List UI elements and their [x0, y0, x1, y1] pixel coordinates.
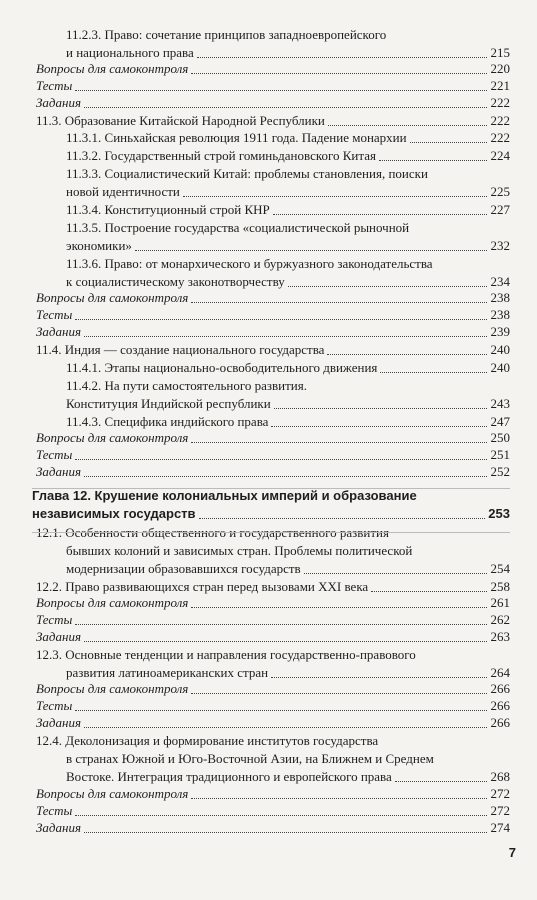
page-number: 7	[508, 845, 516, 860]
toc-entry	[0, 750, 537, 768]
dot-leader	[191, 302, 487, 303]
toc-entry-title: 12.3. Основные тенденции и направления государственно-правового	[36, 647, 416, 662]
dot-leader	[271, 426, 487, 427]
toc-entry-title: экономики»	[66, 238, 132, 253]
toc-entry-title: и национального права	[66, 45, 194, 60]
toc-entry-title: 11.4. Индия — создание национального государства	[36, 342, 325, 357]
dot-leader	[84, 336, 487, 337]
dot-leader	[75, 710, 487, 711]
toc-entry-title: новой идентичности	[66, 184, 180, 199]
toc-entry	[0, 819, 537, 837]
toc-entry-page: 232	[490, 238, 510, 253]
dot-leader	[191, 73, 487, 74]
toc-entry-title: Тесты	[36, 698, 73, 713]
dot-leader	[274, 408, 487, 409]
toc-entry	[0, 201, 537, 219]
toc-entry-page: 238	[490, 290, 510, 305]
dot-leader	[191, 607, 487, 608]
dot-leader	[75, 90, 487, 91]
dot-leader	[183, 196, 487, 197]
dot-leader	[84, 727, 487, 728]
toc-entry	[0, 628, 537, 646]
toc-entry-title: Задания	[36, 820, 82, 835]
toc-entry	[0, 785, 537, 803]
toc-entry-title: Задания	[36, 324, 82, 339]
dot-leader	[191, 693, 487, 694]
toc-entry-page: 224	[490, 148, 510, 163]
toc-entry-title: Задания	[36, 464, 82, 479]
toc-entry	[0, 463, 537, 481]
toc-entry-title: Конституция Индийской республики	[66, 396, 271, 411]
toc-entry	[0, 680, 537, 698]
toc-entry-page: 251	[490, 447, 510, 462]
dot-leader	[395, 781, 487, 782]
toc-entry-page: 222	[490, 130, 510, 145]
toc-entry-title: 11.3.1. Синьхайская революция 1911 года. Падение монархии	[66, 130, 407, 145]
dot-leader	[410, 142, 487, 143]
toc-entry	[0, 542, 537, 560]
toc-entry	[0, 147, 537, 165]
toc-entry-page: 240	[490, 360, 510, 375]
toc-entry-page: 272	[490, 803, 510, 818]
toc-entry	[0, 289, 537, 307]
toc-entry	[0, 446, 537, 464]
toc-entry	[0, 341, 537, 359]
toc-entry-title: 12.4. Деколонизация и формирование институтов государства	[36, 733, 379, 748]
toc-entry	[0, 732, 537, 750]
dot-leader	[379, 160, 487, 161]
toc-entry-page: 274	[490, 820, 510, 835]
toc-entry	[0, 524, 537, 542]
toc-entry-title: Востоке. Интеграция традиционного и европейского права	[66, 769, 392, 784]
toc-entry	[0, 714, 537, 732]
toc-entry-page: 254	[490, 561, 510, 576]
dot-leader	[380, 372, 487, 373]
dot-leader	[328, 125, 487, 126]
toc-entry-title: Вопросы для самоконтроля	[36, 786, 189, 801]
toc-chapter-line	[0, 487, 537, 505]
toc-entry-title: бывших колоний и зависимых стран. Проблемы политической	[66, 543, 413, 558]
toc-entry	[0, 611, 537, 629]
toc-entry-page: 243	[490, 396, 510, 411]
toc-entry-page: 239	[490, 324, 510, 339]
toc-entry	[0, 129, 537, 147]
toc-entry-title: 11.3.4. Конституционный строй КНР	[66, 202, 270, 217]
toc-entry-title: независимых государств	[32, 506, 196, 521]
toc-entry	[0, 768, 537, 786]
toc-entry	[0, 359, 537, 377]
toc-entry-page: 261	[490, 595, 510, 610]
separator-rule	[32, 488, 510, 489]
toc-entry-title: развития латиноамериканских стран	[66, 665, 269, 680]
toc-entry-page: 264	[490, 665, 510, 680]
dot-leader	[304, 573, 487, 574]
toc-entry-title: Тесты	[36, 803, 73, 818]
dot-leader	[191, 442, 487, 443]
toc-entry	[0, 183, 537, 201]
toc-entry-page: 263	[490, 629, 510, 644]
toc-entry	[0, 646, 537, 664]
toc-entry	[0, 237, 537, 255]
toc-entry-title: 11.4.3. Специфика индийского права	[66, 414, 269, 429]
toc-entry-title: Тесты	[36, 447, 73, 462]
toc-entry-title: Тесты	[36, 307, 73, 322]
toc-entry-title: Вопросы для самоконтроля	[36, 430, 189, 445]
toc-entry-title: Задания	[36, 629, 82, 644]
toc-entry	[0, 429, 537, 447]
toc-entry	[0, 395, 537, 413]
dot-leader	[273, 214, 487, 215]
toc-entry	[0, 77, 537, 95]
toc-entry-page: 268	[490, 769, 510, 784]
toc-entry-title: Вопросы для самоконтроля	[36, 681, 189, 696]
toc-entry	[0, 60, 537, 78]
toc-entry-page: 238	[490, 307, 510, 322]
dot-leader	[84, 641, 487, 642]
toc-entry-title: Тесты	[36, 612, 73, 627]
toc-entry	[0, 255, 537, 273]
dot-leader	[271, 677, 487, 678]
toc-entry-page: 222	[490, 95, 510, 110]
toc-entry-page: 240	[490, 342, 510, 357]
toc-entry	[0, 594, 537, 612]
toc-entry-title: 11.3.3. Социалистический Китай: проблемы становления, поиски	[66, 166, 428, 181]
toc-entry-page: 266	[490, 681, 510, 696]
toc-entry-title: в странах Южной и Юго-Восточной Азии, на Ближнем и Среднем	[66, 751, 434, 766]
toc-entry-page: 272	[490, 786, 510, 801]
toc-entry-page: 225	[490, 184, 510, 199]
toc-entry-title: модернизации образовавшихся государств	[66, 561, 301, 576]
toc-entry-title: 11.3.2. Государственный строй гоминьдановского Китая	[66, 148, 376, 163]
toc-entry-page: 266	[490, 715, 510, 730]
toc-entry	[0, 26, 537, 44]
toc-entry-page: 227	[490, 202, 510, 217]
toc-entry-title: 11.3.6. Право: от монархического и буржуазного законодательства	[66, 256, 433, 271]
dot-leader	[288, 286, 487, 287]
toc-entry-title: Вопросы для самоконтроля	[36, 290, 189, 305]
toc-entry	[0, 560, 537, 578]
dot-leader	[371, 591, 487, 592]
toc-entry-page: 266	[490, 698, 510, 713]
toc-entry	[0, 697, 537, 715]
toc-entry-page: 262	[490, 612, 510, 627]
toc-entry-title: Задания	[36, 715, 82, 730]
toc-entry-page: 221	[490, 78, 510, 93]
toc-entry	[0, 323, 537, 341]
toc-entry-title: 11.3.5. Построение государства «социалистической рыночной	[66, 220, 410, 235]
toc-entry-title: 11.4.2. На пути самостоятельного развития.	[66, 378, 307, 393]
toc-entry-title: Задания	[36, 95, 82, 110]
dot-leader	[135, 250, 487, 251]
dot-leader	[75, 319, 487, 320]
toc-entry-title: 11.3. Образование Китайской Народной Республики	[36, 113, 325, 128]
dot-leader	[197, 57, 487, 58]
toc-entry-page: 215	[490, 45, 510, 60]
toc-entry	[0, 306, 537, 324]
toc-entry-page: 250	[490, 430, 510, 445]
dot-leader	[75, 815, 487, 816]
toc-entry-page: 234	[490, 274, 510, 289]
toc-chapter-line	[0, 505, 537, 523]
toc-entry-page: 220	[490, 61, 510, 76]
toc-entry-page: 222	[490, 113, 510, 128]
toc-entry-page: 247	[490, 414, 510, 429]
toc-entry-title: Вопросы для самоконтроля	[36, 61, 189, 76]
toc-entry	[0, 94, 537, 112]
dot-leader	[84, 107, 487, 108]
dot-leader	[199, 518, 485, 519]
toc-entry	[0, 219, 537, 237]
toc-entry-page: 252	[490, 464, 510, 479]
dot-leader	[191, 798, 487, 799]
toc-entry	[0, 377, 537, 395]
toc-entry-title: к социалистическому законотворчеству	[66, 274, 285, 289]
toc-entry-title: Вопросы для самоконтроля	[36, 595, 189, 610]
dot-leader	[327, 354, 487, 355]
dot-leader	[84, 476, 487, 477]
separator-rule	[32, 532, 510, 533]
toc-entry-title: 12.2. Право развивающихся стран перед вызовами XXI века	[36, 579, 369, 594]
toc-entry	[0, 165, 537, 183]
toc-entry-title: Тесты	[36, 78, 73, 93]
toc-entry	[0, 802, 537, 820]
toc-entry-title: Глава 12. Крушение колониальных империй и образование	[32, 488, 417, 503]
dot-leader	[84, 832, 487, 833]
toc-entry-title: 11.2.3. Право: сочетание принципов западноевропейского	[66, 27, 387, 42]
dot-leader	[75, 624, 487, 625]
toc-entry	[0, 112, 537, 130]
toc-entry-title: 11.4.1. Этапы национально-освободительного движения	[66, 360, 378, 375]
toc-entry-title: 12.1. Особенности общественного и государственного развития	[36, 525, 389, 540]
toc-entry-page: 253	[488, 506, 510, 521]
toc-entry-page: 258	[490, 579, 510, 594]
dot-leader	[75, 459, 487, 460]
